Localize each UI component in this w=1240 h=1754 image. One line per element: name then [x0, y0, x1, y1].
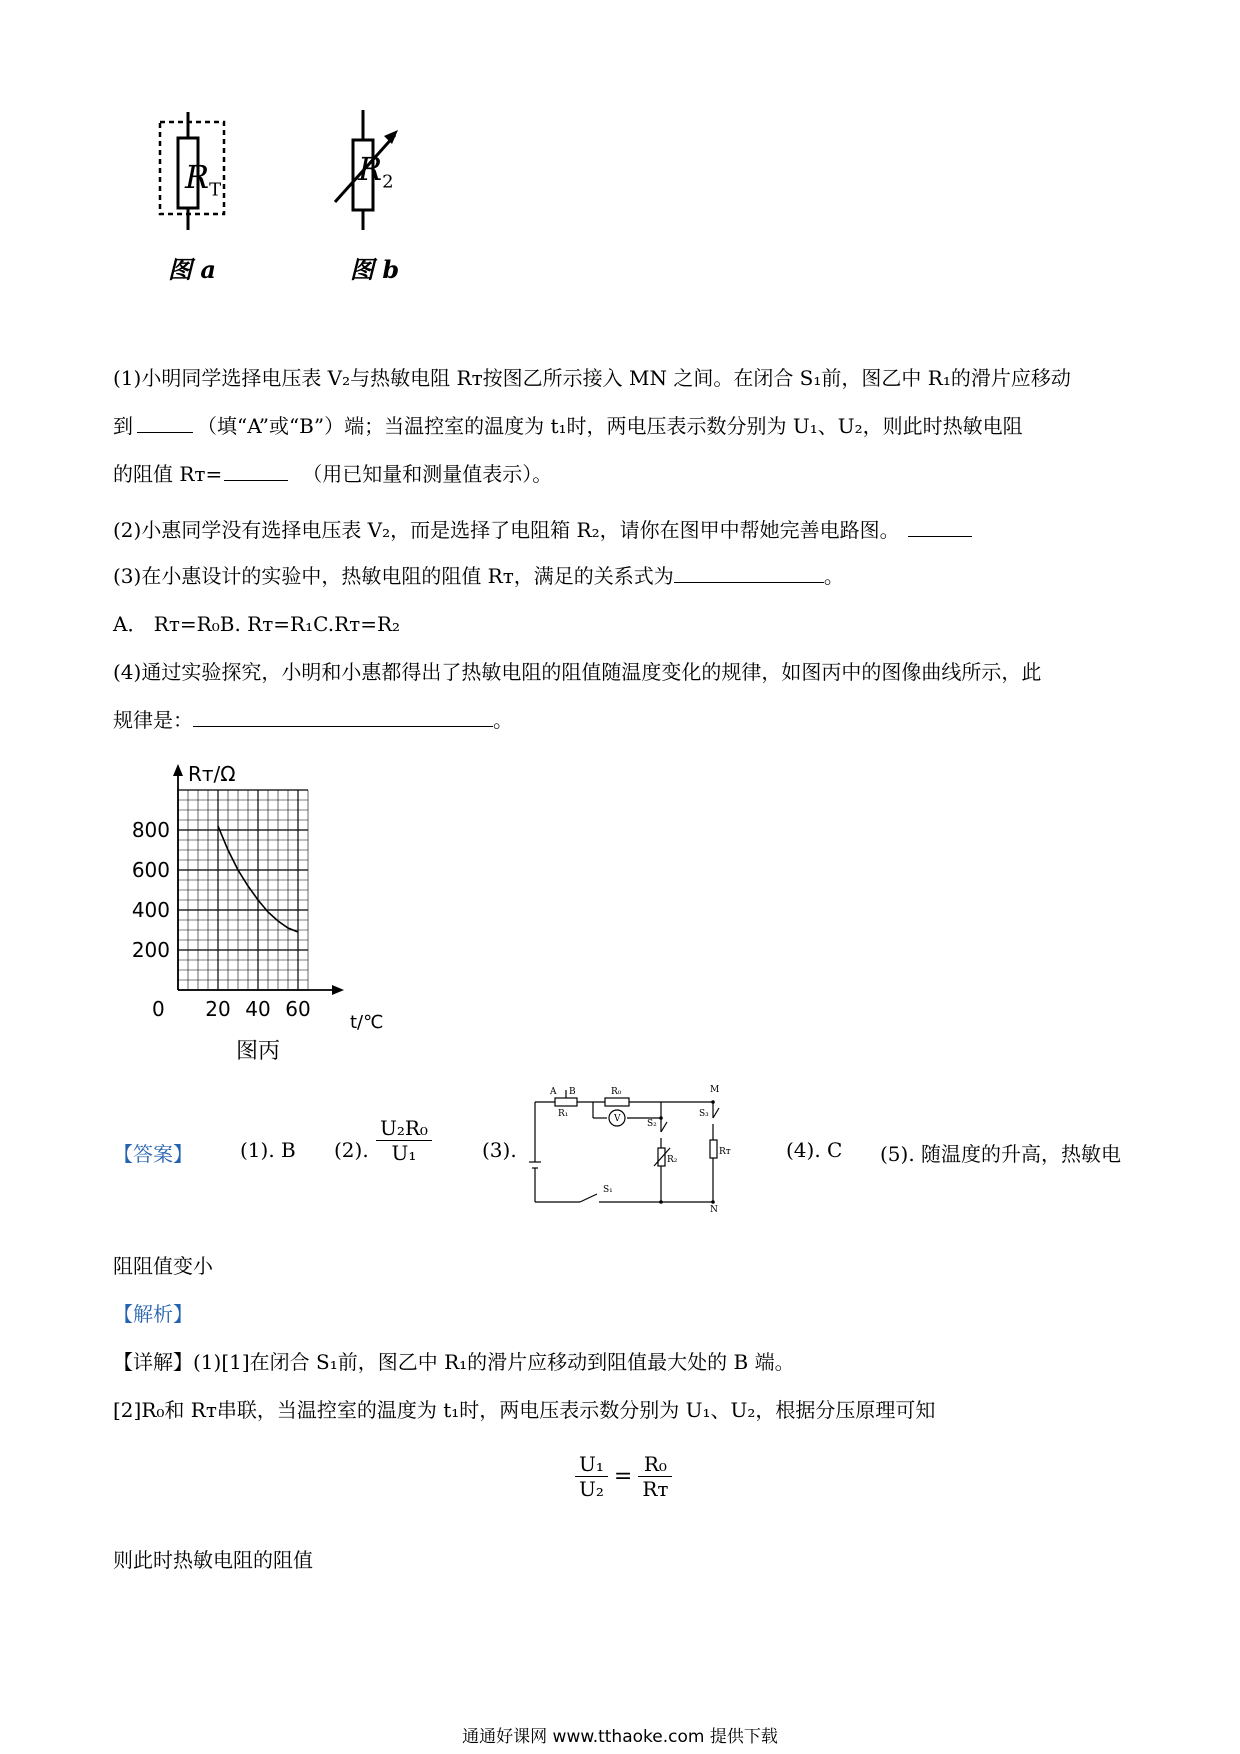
circuit-label-s3: S₃ [699, 1109, 709, 1119]
answer-2-fraction [376, 1116, 432, 1165]
answer-circuit-diagram [525, 1082, 745, 1212]
y-tick-label: 600 [131, 858, 170, 882]
q3-blank[interactable] [674, 562, 824, 583]
circuit-label-b: B [569, 1087, 576, 1097]
analysis-tag: 【解析】 [113, 1302, 193, 1326]
x-axis-arrow [332, 985, 344, 995]
answer-1: (1). B [240, 1138, 296, 1162]
q4-blank[interactable] [193, 706, 493, 727]
circuit-label-n: N [710, 1205, 718, 1212]
x-tick-label: 0 [152, 997, 165, 1021]
fig-a-symbol: $R_T$ [185, 158, 222, 201]
x-tick-label: 20 [205, 997, 231, 1021]
answer-3-prefix: (3). [482, 1138, 517, 1162]
q4-line2: 规律是： 。 [113, 708, 513, 732]
q3-line: (3)在小惠设计的实验中，热敏电阻的阻值 Rᴛ，满足的关系式为 。 [113, 564, 844, 588]
analysis-detail-2: [2]R₀和 Rᴛ串联，当温控室的温度为 t₁时，两电压表示数分别为 U₁、U₂，根据分压原理可知 [113, 1398, 936, 1422]
circuit-label-r2: R₂ [667, 1155, 678, 1165]
circuit-label-s2: S₂ [647, 1119, 657, 1129]
answer-2-denominator: U₁ [391, 1141, 417, 1165]
analysis-equation [575, 1452, 672, 1501]
x-tick-label: 60 [285, 997, 311, 1021]
answer-tag: 【答案】 [113, 1142, 193, 1166]
fig-b-symbol: $R_2$ [358, 150, 394, 193]
equation-left-fraction: $\frac{\text{U₁}}{\text{U₂}}$ [575, 1452, 608, 1501]
q1-line3: 的阻值 Rᴛ= （用已知量和测量值表示）。 [113, 462, 553, 486]
q2-blank[interactable] [908, 516, 972, 537]
circuit-label-m: M [710, 1085, 720, 1095]
y-tick-label: 200 [131, 938, 170, 962]
y-axis-arrow [173, 764, 183, 776]
graph-ylabel: Rᴛ/Ω [188, 762, 236, 786]
circuit-label-a: A [550, 1087, 557, 1097]
x-tick-label: 40 [245, 997, 271, 1021]
circuit-label-rt: Rᴛ [719, 1147, 731, 1157]
answer-2-prefix: (2). [334, 1138, 369, 1162]
circuit-label-s1: S₁ [603, 1185, 613, 1195]
y-tick-label: 400 [131, 898, 170, 922]
q1-line1: (1)小明同学选择电压表 V₂与热敏电阻 Rᴛ按图乙所示接入 MN 之间。在闭合 S₁前，图乙中 R₁的滑片应移动 [113, 366, 1071, 390]
circuit-label-r1: R₁ [558, 1109, 569, 1119]
q1-line2: 到 （填“A”或“B”）端；当温控室的温度为 t₁时，两电压表示数分别为 U₁、U₂，则此时热敏电阻 [113, 414, 1023, 438]
q1-blank-2[interactable] [224, 460, 288, 481]
answer-4: (4). C [786, 1138, 843, 1162]
equation-equals: = [613, 1464, 633, 1489]
fig-a-label: 图 a [168, 255, 216, 284]
circuit-label-v: V [614, 1114, 621, 1124]
fig-b-label: 图 b [350, 255, 400, 284]
analysis-detail-1: 【详解】(1)[1]在闭合 S₁前，图乙中 R₁的滑片应移动到阻值最大处的 B 端。 [113, 1350, 795, 1374]
page-footer: 通通好课网 www.tthaoke.com 提供下载 [462, 1727, 778, 1747]
graph-xlabel: t/℃ [350, 1012, 384, 1033]
equation-right-fraction: $\frac{\text{R₀}}{\text{Rᴛ}}$ [638, 1452, 672, 1501]
q4-line1: (4)通过实验探究，小明和小惠都得出了热敏电阻的阻值随温度变化的规律，如图丙中的图像曲线所示，此 [113, 660, 1042, 684]
circuit-label-r0: R₀ [611, 1087, 622, 1097]
q1-blank-1[interactable] [137, 412, 193, 433]
analysis-last-line: 则此时热敏电阻的阻值 [113, 1548, 313, 1572]
graph-caption: 图丙 [236, 1039, 281, 1064]
answer-5: (5). 随温度的升高，热敏电 [880, 1142, 1122, 1166]
answer-5-continued: 阻阻值变小 [113, 1254, 213, 1278]
q3-options: A． Rᴛ=R₀B. Rᴛ=R₁C.Rᴛ=R₂ [113, 612, 401, 636]
y-tick-label: 800 [131, 818, 170, 842]
q2-line: (2)小惠同学没有选择电压表 V₂，而是选择了电阻箱 R₂，请你在图甲中帮她完善电路图。 [113, 516, 972, 544]
answer-2-numerator: U₂R₀ [376, 1116, 432, 1141]
